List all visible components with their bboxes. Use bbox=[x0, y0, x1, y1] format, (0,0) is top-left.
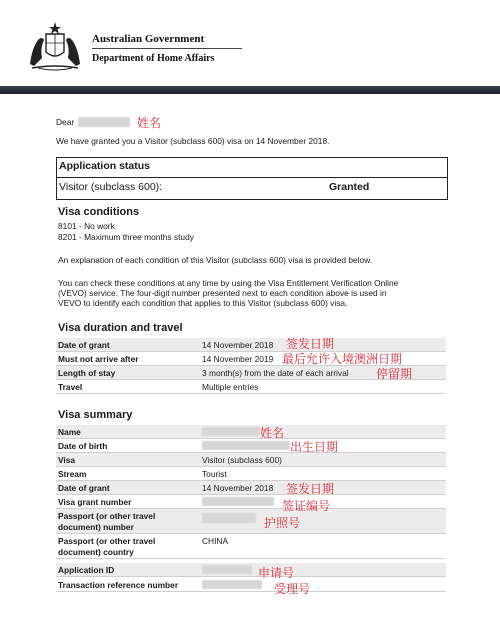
table-row bbox=[56, 439, 446, 453]
coat-of-arms-icon bbox=[24, 18, 86, 74]
header-band bbox=[0, 86, 500, 94]
row-label: Visa grant number bbox=[58, 497, 132, 507]
row-value: 14 November 2019 bbox=[202, 354, 274, 364]
row-label: Transaction reference number bbox=[58, 580, 179, 590]
condition-item: 8201 - Maximum three months study bbox=[58, 232, 194, 242]
row-label: Passport (or other travel document) country bbox=[58, 536, 156, 557]
annotation-grant-date-2: 签发日期 bbox=[286, 482, 335, 496]
row-value: 3 month(s) from the date of each arrival bbox=[202, 368, 349, 378]
annotation-grant-date-1: 签发日期 bbox=[286, 337, 335, 351]
redacted-value bbox=[202, 441, 290, 450]
row-value: 14 November 2018 bbox=[202, 340, 274, 350]
status-visa: Visitor (subclass 600): bbox=[59, 181, 163, 193]
annotation-passport: 护照号 bbox=[264, 516, 301, 530]
row-label: Stream bbox=[58, 469, 87, 479]
row-value: Multiple entries bbox=[202, 382, 259, 392]
redacted-value bbox=[202, 565, 252, 574]
annotation-stay: 停留期 bbox=[376, 367, 413, 381]
table-row bbox=[56, 481, 446, 495]
annotation-latest-entry: 最后允许入境澳洲日期 bbox=[282, 352, 403, 366]
table-row bbox=[56, 453, 446, 467]
vevo-line: You can check these conditions at any time by using the Visa Entitlement Verification Online bbox=[58, 278, 399, 288]
annotation-dob: 出生日期 bbox=[290, 440, 339, 454]
row-value: Visitor (subclass 600) bbox=[202, 455, 282, 465]
gov-name: Australian Government bbox=[92, 33, 205, 45]
annotation-grant-number: 签证编号 bbox=[282, 499, 331, 513]
redacted-value bbox=[202, 513, 256, 523]
redacted-value bbox=[202, 427, 260, 436]
row-value: Tourist bbox=[202, 469, 227, 479]
vevo-line: VEVO to identify each condition that applies to this Visitor (subclass 600) visa. bbox=[58, 298, 348, 308]
conditions-title: Visa conditions bbox=[58, 206, 140, 218]
row-label: Must not arrive after bbox=[58, 354, 139, 364]
redacted-value bbox=[202, 497, 274, 506]
annotation-app-id: 申请号 bbox=[258, 566, 295, 580]
redacted-value bbox=[202, 580, 262, 589]
row-value: 14 November 2018 bbox=[202, 483, 274, 493]
table-row bbox=[56, 578, 446, 592]
table-row bbox=[56, 380, 446, 394]
row-label: Travel bbox=[58, 382, 83, 392]
salutation: Dear bbox=[56, 117, 75, 127]
table-row bbox=[56, 425, 446, 439]
header-divider bbox=[92, 48, 242, 49]
row-label: Date of birth bbox=[58, 441, 108, 451]
redacted-name bbox=[78, 117, 130, 127]
status-value: Granted bbox=[329, 181, 370, 193]
condition-item: 8101 - No work bbox=[58, 221, 115, 231]
table-row bbox=[56, 467, 446, 481]
row-label: Visa bbox=[58, 455, 76, 465]
vevo-line: (VEVO) service. The four-digit number presented next to each condition above is used in bbox=[58, 288, 387, 298]
row-label: Date of grant bbox=[58, 340, 110, 350]
table-row bbox=[56, 495, 446, 509]
row-value: CHINA bbox=[202, 536, 229, 546]
table-row bbox=[56, 534, 446, 559]
grant-sentence: We have granted you a Visitor (subclass 600) visa on 14 November 2018. bbox=[56, 136, 330, 146]
row-label: Name bbox=[58, 427, 81, 437]
row-label: Passport (or other travel document) number bbox=[58, 511, 156, 532]
conditions-explanation: An explanation of each condition of this Visitor (subclass 600) visa is provided below. bbox=[58, 255, 373, 265]
status-divider bbox=[57, 177, 447, 178]
summary-title: Visa summary bbox=[58, 409, 133, 421]
row-label: Application ID bbox=[58, 565, 115, 575]
annotation-name-1: 姓名 bbox=[137, 116, 162, 130]
row-label: Length of stay bbox=[58, 368, 116, 378]
status-title: Application status bbox=[59, 160, 151, 172]
table-row bbox=[56, 509, 446, 534]
duration-title: Visa duration and travel bbox=[58, 322, 183, 334]
application-status-box bbox=[56, 157, 448, 200]
row-label: Date of grant bbox=[58, 483, 110, 493]
annotation-name-2: 姓名 bbox=[260, 426, 285, 440]
annotation-trn: 受理号 bbox=[274, 582, 311, 596]
dept-name: Department of Home Affairs bbox=[92, 53, 215, 64]
table-row bbox=[56, 563, 446, 577]
